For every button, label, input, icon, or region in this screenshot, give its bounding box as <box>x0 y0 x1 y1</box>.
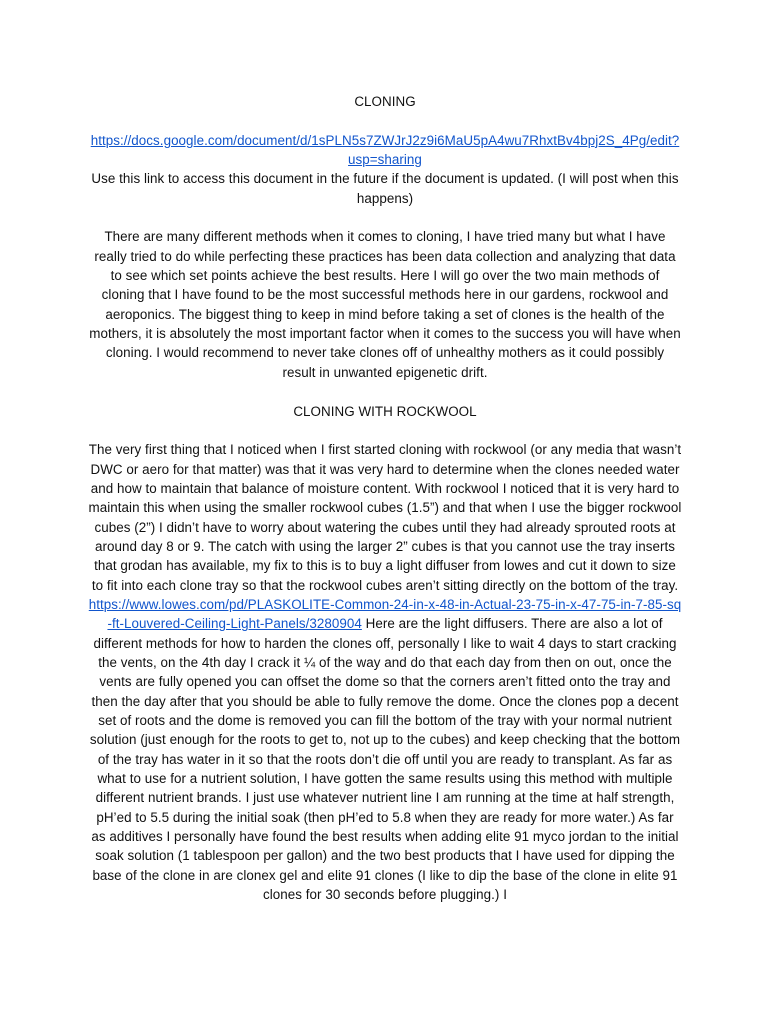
spacer <box>88 382 682 401</box>
lowes-link[interactable]: https://www.lowes.com/pd/PLASKOLITE-Common-24-in-x-48-in-Actual-23-75-in-x-47-75-in-7-85-sq-ft-Louvered-Ceiling-Light-Panels/3280904 <box>88 596 682 632</box>
share-link-paragraph <box>88 131 682 170</box>
spacer <box>88 111 682 130</box>
spacer <box>88 208 682 227</box>
rockwool-paragraph-part1: The very first thing that I noticed when I first started cloning with rockwool (or any media that wasn’t DWC or aero for that matter) was that it was very hard to determine when the clones needed water and how to maintain that balance of moisture content. With rockwool I noticed that it is very hard to maintain this when using the smaller rockwool cubes (1.5”) and that when I use the bigger rockwool cubes (2”) I didn’t have to worry about watering the cubes until they had already sprouted roots at around day 8 or 9. The catch with using the larger 2” cubes is that you cannot use the tray inserts that grodan has available, my fix to this is to buy a light diffuser from lowes and cut it down to size to fit into each clone tray so that the rockwool cubes aren’t sitting directly on the bottom of the tray. <box>88 442 682 593</box>
document-page <box>88 92 682 904</box>
share-link[interactable]: https://docs.google.com/document/d/1sPLN5s7ZWJrJ2z9i6MaU5pA4wu7RhxtBv4bpj2S_4Pg/edit?usp=sharing <box>90 132 680 168</box>
rockwool-paragraph-part2 <box>88 595 682 905</box>
document-title: CLONING <box>354 94 416 109</box>
spacer <box>88 421 682 440</box>
section-heading: CLONING WITH ROCKWOOL <box>293 403 477 419</box>
intro-paragraph: There are many different methods when it comes to cloning, I have tried many but what I have really tried to do while perfecting these practices has been data collection and analyzing that data to see which set points achieve the best results. Here I will go over the two main methods of cloning that I have found to be the most successful methods here in our gardens, rockwool and aeroponics. The biggest thing to keep in mind before taking a set of clones is the health of the mothers, it is absolutely the most important factor when it comes to the success you will have when cloning. I would recommend to never take clones off of unhealthy mothers as it could possibly result in unwanted epigenetic drift. <box>89 229 681 380</box>
rockwool-paragraph-continued: Here are the light diffusers. There are also a lot of different methods for how to harden the clones off, personally I like to wait 4 days to start cracking the vents, on the 4th day I crack it ¼ of the way and do that each day from then on out, once the vents are fully opened you can offset the dome so that the corners aren’t fitted onto the tray and then the day after that you should be able to fully remove the dome. Once the clones pop a decent set of roots and the dome is removed you can fill the bottom of the tray with your normal nutrient solution (just enough for the roots to get to, not up to the cubes) and keep checking that the bottom of the tray has water in it so that the roots don’t die off until you are ready to transplant. As far as what to use for a nutrient solution, I have gotten the same results using this method with multiple different nutrient brands. I just use whatever nutrient line I am running at the time at half strength, pH’ed to 5.5 during the initial soak (then pH’ed to 5.8 when they are ready for more water.) As far as additives I personally have found the best results when adding elite 91 myco jordan to the initial soak solution (1 tablespoon per gallon) and the two best products that I have used for dipping the base of the clone in are clonex gel and elite 91 clones (I like to dip the base of the clone in elite 91 clones for 30 seconds before plugging.) I <box>89 616 681 903</box>
share-link-note: Use this link to access this document in the future if the document is updated. (I will post when this happens) <box>91 171 679 206</box>
